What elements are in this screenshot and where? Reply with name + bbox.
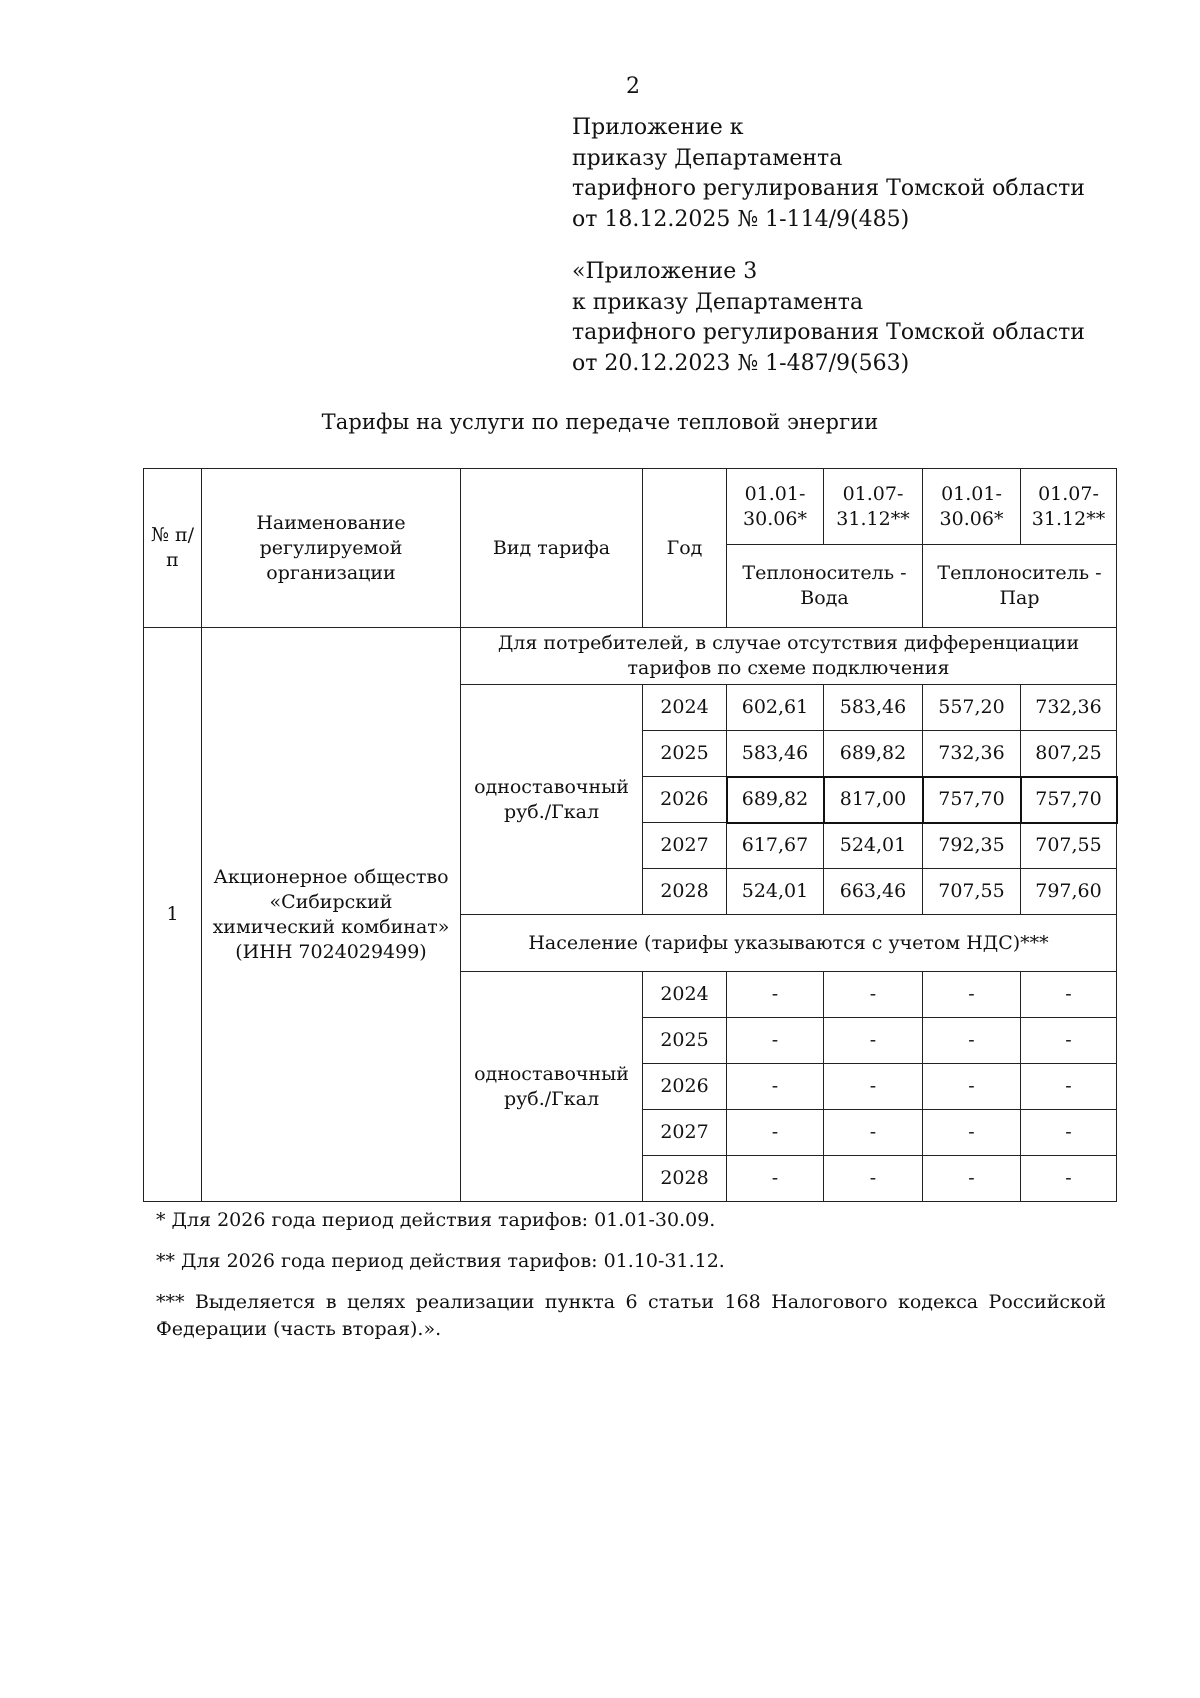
tariff-value: 524,01 xyxy=(824,823,923,869)
tariff-value: - xyxy=(923,972,1021,1018)
tariff-value: - xyxy=(1021,1156,1117,1202)
tariff-value: 617,67 xyxy=(727,823,824,869)
tariff-value: 689,82 xyxy=(727,777,824,823)
header-carrier-water: Теплоноситель - Вода xyxy=(727,545,923,628)
tariff-value: - xyxy=(923,1156,1021,1202)
header-period: 01.01-30.06* xyxy=(923,469,1021,545)
tariff-value: - xyxy=(824,1064,923,1110)
tariff-value: 757,70 xyxy=(1021,777,1117,823)
tariff-value: - xyxy=(1021,1110,1117,1156)
footnote: *** Выделяется в целях реализации пункта 6 статьи 168 Налогового кодекса Российской Федерации (часть вторая).». xyxy=(156,1291,1106,1340)
tariff-value: - xyxy=(824,972,923,1018)
header-carrier-steam: Теплоноситель - Пар xyxy=(923,545,1117,628)
year-cell: 2025 xyxy=(643,731,727,777)
tariff-value: - xyxy=(923,1018,1021,1064)
header-period: 01.07-31.12** xyxy=(824,469,923,545)
tariff-value: - xyxy=(824,1018,923,1064)
year-cell: 2025 xyxy=(643,1018,727,1064)
organization-name: Акционерное общество «Сибирский химический комбинат» (ИНН 7024029499) xyxy=(202,628,461,1202)
footnote: ** Для 2026 года период действия тарифов: 01.10-31.12. xyxy=(156,1250,725,1272)
tariff-value: 732,36 xyxy=(923,731,1021,777)
year-cell: 2026 xyxy=(643,1064,727,1110)
appendix-line: к приказу Департамента xyxy=(572,289,864,315)
tariff-value: - xyxy=(1021,1018,1117,1064)
tariff-value: 602,61 xyxy=(727,685,824,731)
year-cell: 2026 xyxy=(643,777,727,823)
tariff-type: одноставочный руб./Гкал xyxy=(461,685,643,915)
year-cell: 2028 xyxy=(643,1156,727,1202)
appendix-reference-original xyxy=(572,257,1085,379)
appendix-line: приказу Департамента xyxy=(572,145,843,171)
appendix-line: тарифного регулирования Томской области xyxy=(572,176,1085,201)
footnote: * Для 2026 года период действия тарифов: 01.01-30.09. xyxy=(156,1209,716,1231)
header-year: Год xyxy=(643,469,727,628)
tariff-value: - xyxy=(824,1156,923,1202)
appendix-line: «Приложение 3 xyxy=(572,259,758,284)
section-title: Население (тарифы указываются с учетом НДС)*** xyxy=(461,915,1117,972)
year-cell: 2027 xyxy=(643,823,727,869)
row-number: 1 xyxy=(144,628,202,1202)
year-cell: 2027 xyxy=(643,1110,727,1156)
header-period: 01.07-31.12** xyxy=(1021,469,1117,545)
tariff-value: 557,20 xyxy=(923,685,1021,731)
header-number: № п/п xyxy=(144,469,202,628)
year-cell: 2024 xyxy=(643,685,727,731)
appendix-reference-current xyxy=(572,113,1085,235)
section-title: Для потребителей, в случае отсутствия дифференциации тарифов по схеме подключения xyxy=(461,628,1117,685)
tariff-value: - xyxy=(824,1110,923,1156)
tariff-value: 524,01 xyxy=(727,869,824,915)
tariff-value: 757,70 xyxy=(923,777,1021,823)
tariff-value: - xyxy=(727,1110,824,1156)
tariff-value: - xyxy=(727,1018,824,1064)
tariff-value: 707,55 xyxy=(1021,823,1117,869)
tariff-value: - xyxy=(727,1156,824,1202)
document-title: Тарифы на услуги по передаче тепловой энергии xyxy=(321,410,879,434)
tariff-value: - xyxy=(1021,972,1117,1018)
year-cell: 2024 xyxy=(643,972,727,1018)
tariff-value: 583,46 xyxy=(824,685,923,731)
tariff-value: 583,46 xyxy=(727,731,824,777)
header-period: 01.01-30.06* xyxy=(727,469,824,545)
tariff-table xyxy=(143,468,1118,1202)
tariff-value: - xyxy=(727,972,824,1018)
tariff-value: - xyxy=(727,1064,824,1110)
tariff-value: 707,55 xyxy=(923,869,1021,915)
appendix-line: Приложение к xyxy=(572,115,744,140)
appendix-line: тарифного регулирования Томской области xyxy=(572,320,1085,345)
tariff-value: - xyxy=(923,1110,1021,1156)
tariff-value: 792,35 xyxy=(923,823,1021,869)
header-tariff-type: Вид тарифа xyxy=(461,469,643,628)
tariff-value: - xyxy=(1021,1064,1117,1110)
appendix-line: от 20.12.2023 № 1-487/9(563) xyxy=(572,350,910,376)
tariff-value: - xyxy=(923,1064,1021,1110)
header-organization: Наименование регулируемой организации xyxy=(202,469,461,628)
tariff-value: 689,82 xyxy=(824,731,923,777)
tariff-value: 797,60 xyxy=(1021,869,1117,915)
tariff-value: 732,36 xyxy=(1021,685,1117,731)
appendix-line: от 18.12.2025 № 1-114/9(485) xyxy=(572,206,910,232)
tariff-type: одноставочный руб./Гкал xyxy=(461,972,643,1202)
year-cell: 2028 xyxy=(643,869,727,915)
tariff-value: 663,46 xyxy=(824,869,923,915)
page-number: 2 xyxy=(626,74,640,99)
tariff-value: 817,00 xyxy=(824,777,923,823)
tariff-value: 807,25 xyxy=(1021,731,1117,777)
